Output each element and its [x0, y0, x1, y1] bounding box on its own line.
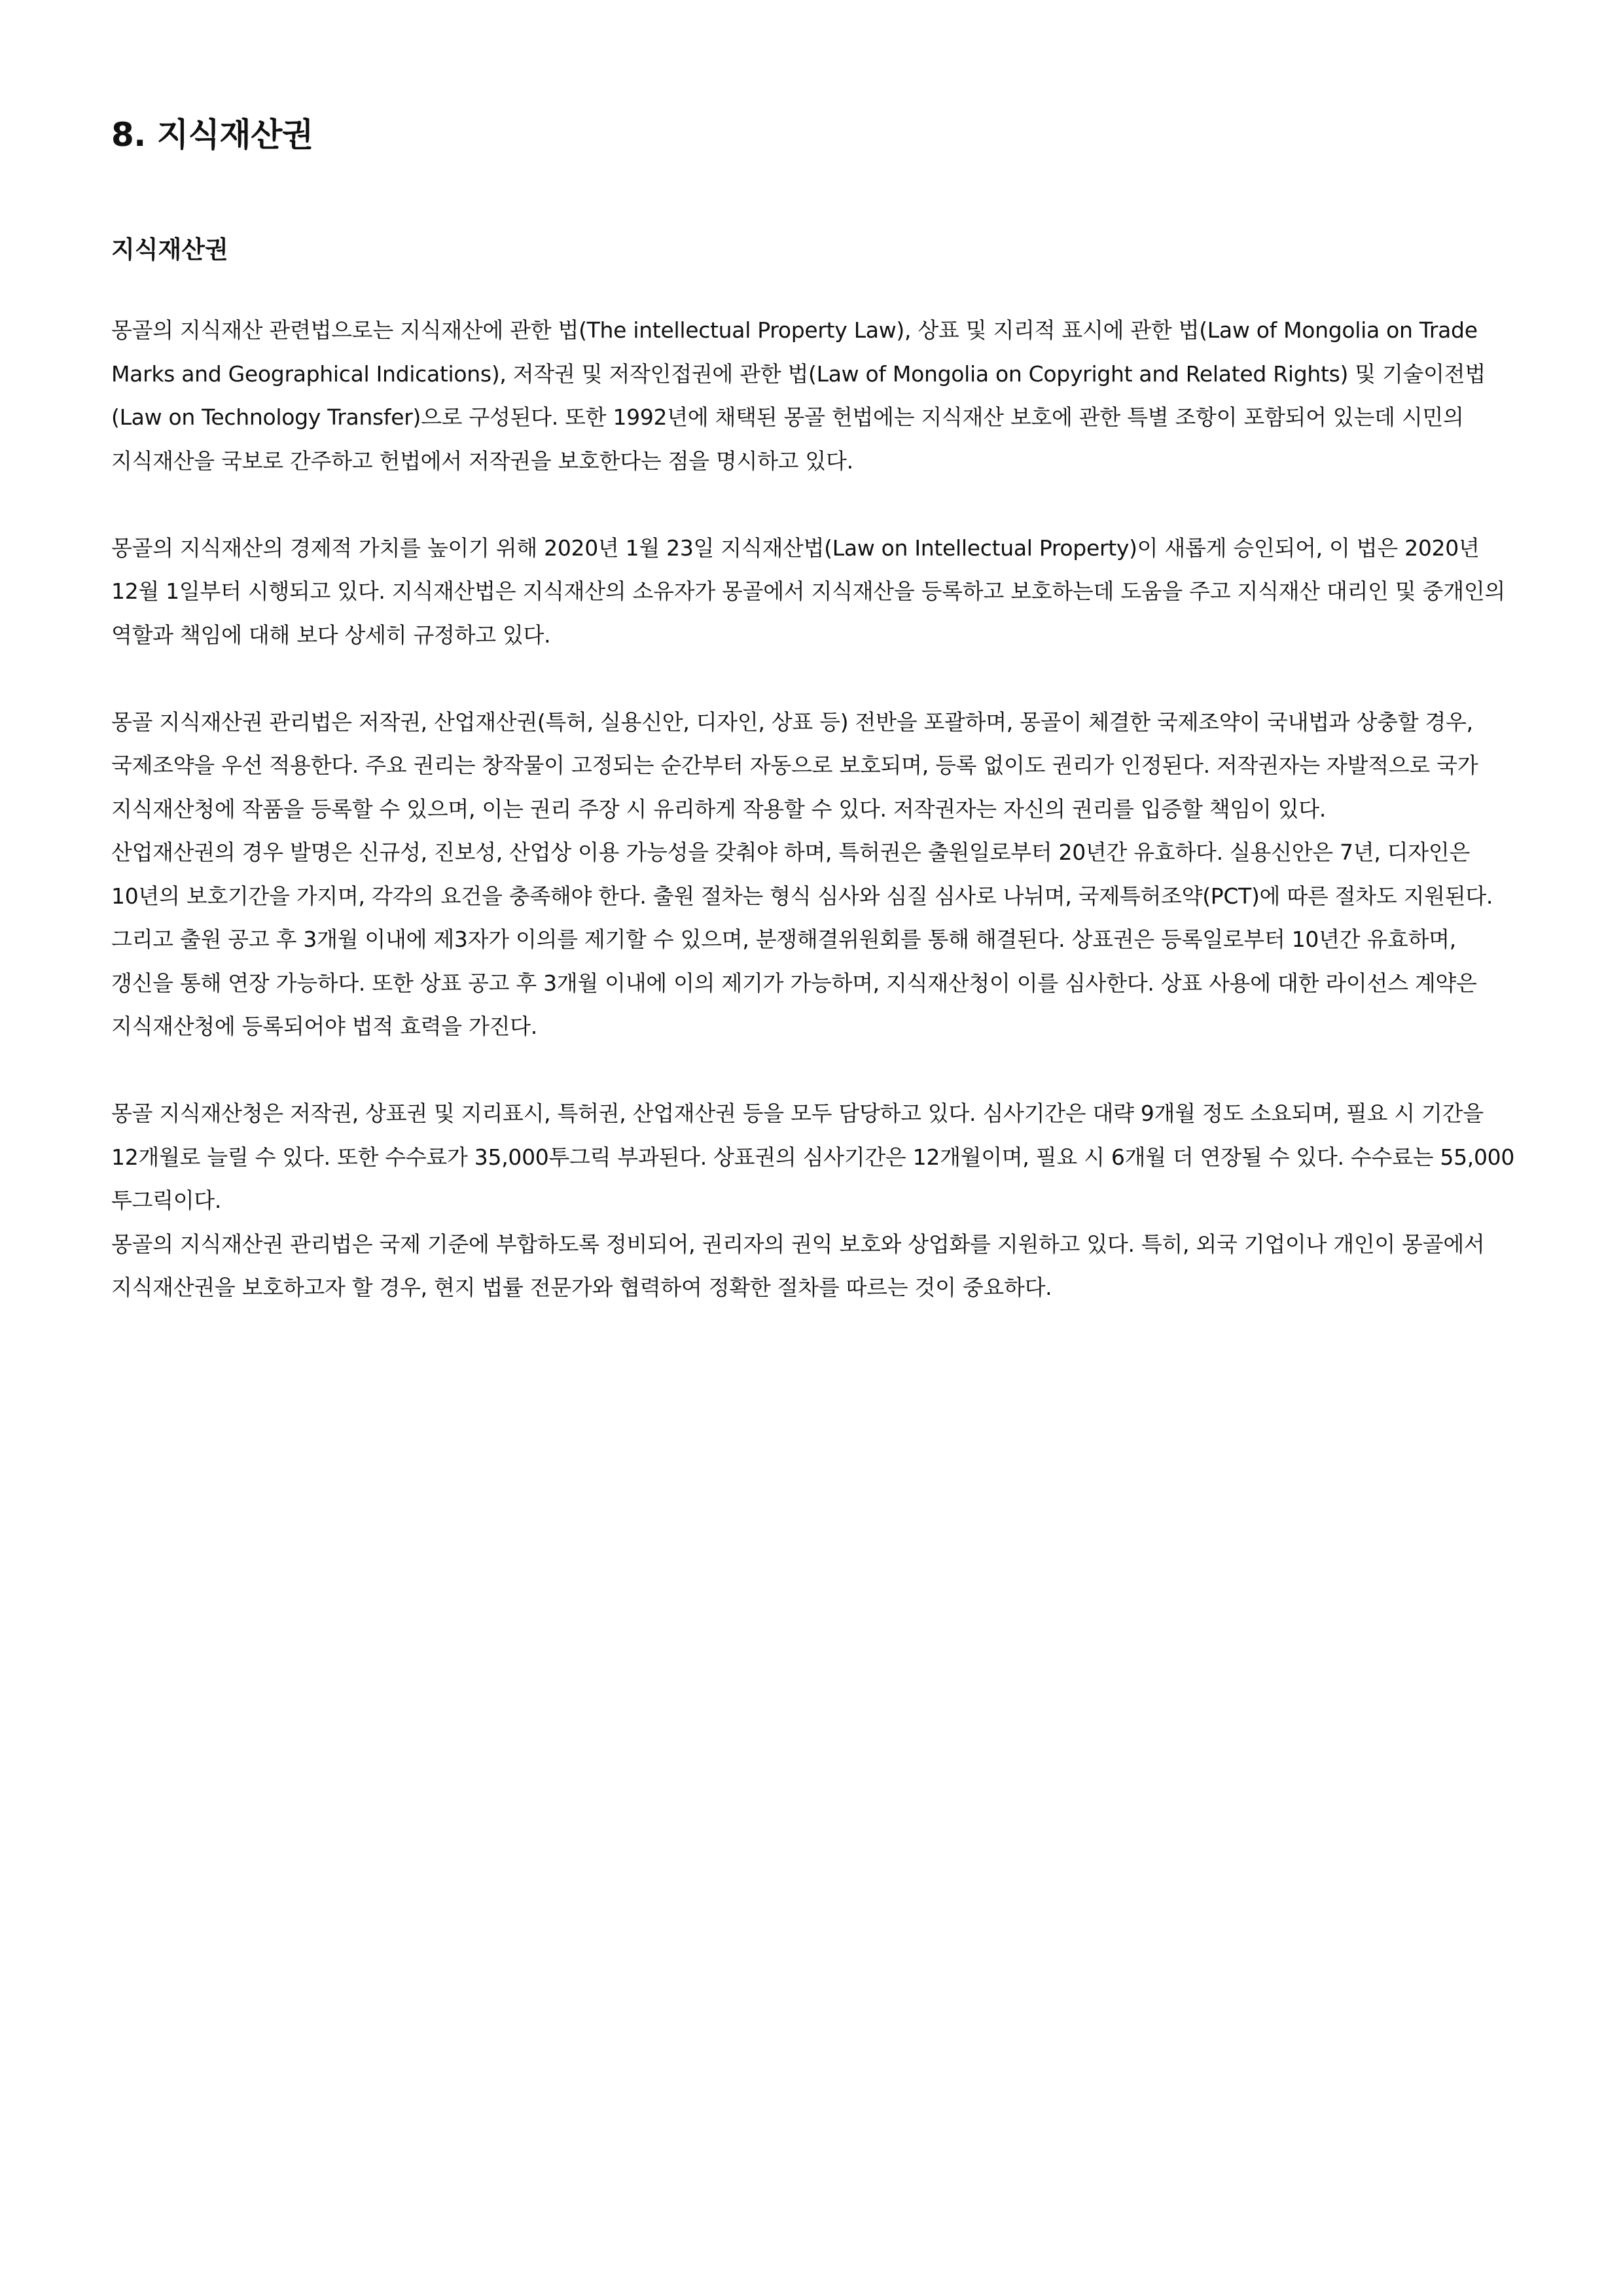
paragraph: 몽골의 지식재산의 경제적 가치를 높이기 위해 2020년 1월 23일 지식재산법(Law on Intellectual Property)이 새롭게 승인되어, 이 법은 2020년 12월 1일부터 시행되고 있다. 지식재산법은 지식재산의 소유자가 몽골에서 지식재산을 등록하고 보호하는데 도움을 주고 지식재산 대리인 및 중개인의 역할과 책임에 대해 보다 상세히 규정하고 있다. [111, 535, 1505, 648]
paragraph: 산업재산권의 경우 발명은 신규성, 진보성, 산업상 이용 가능성을 갖춰야 하며, 특허권은 출원일로부터 20년간 유효하다. 실용신안은 7년, 디자인은 10년의 보호기간을 가지며, 각각의 요건을 충족해야 한다. 출원 절차는 형식 심사와 심질 심사로 나뉘며, 국제특허조약(PCT)에 따른 절차도 지원된다. 그리고 출원 공고 후 3개월 이내에 제3자가 이의를 제기할 수 있으며, 분쟁해결위원회를 통해 해결된다. 상표권은 등록일로부터 10년간 유효하며, 갱신을 통해 연장 가능하다. 또한 상표 공고 후 3개월 이내에 이의 제기가 가능하며, 지식재산청이 이를 심사한다. 상표 사용에 대한 라이선스 계약은 지식재산청에 등록되어야 법적 효력을 가진다. [111, 839, 1493, 1039]
paragraph: 몽골의 지식재산 관련법으로는 지식재산에 관한 법(The intellectual Property Law), 상표 및 지리적 표시에 관한 법(Law of Mongolia on Trade Marks and Geographical Indications), 저작권 및 저작인접권에 관한 법(Law of Mongolia on Copyright and Related Rights) 및 기술이전법(Law on Technology Transfer)으로 구성된다. 또한 1992년에 채택된 몽골 헌법에는 지식재산 보호에 관한 특별 조항이 포함되어 있는데 시민의 지식재산을 국보로 간주하고 헌법에서 저작권을 보호한다는 점을 명시하고 있다. [111, 317, 1486, 474]
section-title: 8. 지식재산권 [111, 116, 313, 154]
body-text [111, 309, 1517, 1310]
paragraph: 몽골 지식재산권 관리법은 저작권, 산업재산권(특허, 실용신안, 디자인, 상표 등) 전반을 포괄하며, 몽골이 체결한 국제조약이 국내법과 상충할 경우, 국제조약을 우선 적용한다. 주요 권리는 창작물이 고정되는 순간부터 자동으로 보호되며, 등록 없이도 권리가 인정된다. 저작권자는 자발적으로 국가 지식재산청에 작품을 등록할 수 있으며, 이는 권리 주장 시 유리하게 작용할 수 있다. 저작권자는 자신의 권리를 입증할 책임이 있다. [111, 709, 1478, 822]
subheading: 지식재산권 [111, 236, 228, 264]
paragraph: 몽골 지식재산청은 저작권, 상표권 및 지리표시, 특허권, 산업재산권 등을 모두 담당하고 있다. 심사기간은 대략 9개월 정도 소요되며, 필요 시 기간을 12개월로 늘릴 수 있다. 또한 수수료가 35,000투그릭 부과된다. 상표권의 심사기간은 12개월이며, 필요 시 6개월 더 연장될 수 있다. 수수료는 55,000 투그릭이다. [111, 1101, 1515, 1213]
paragraph: 몽골의 지식재산권 관리법은 국제 기준에 부합하도록 정비되어, 권리자의 권익 보호와 상업화를 지원하고 있다. 특히, 외국 기업이나 개인이 몽골에서 지식재산권을 보호하고자 할 경우, 현지 법률 전문가와 협력하여 정확한 절차를 따르는 것이 중요하다. [111, 1231, 1485, 1300]
page-content [111, 111, 1517, 1310]
